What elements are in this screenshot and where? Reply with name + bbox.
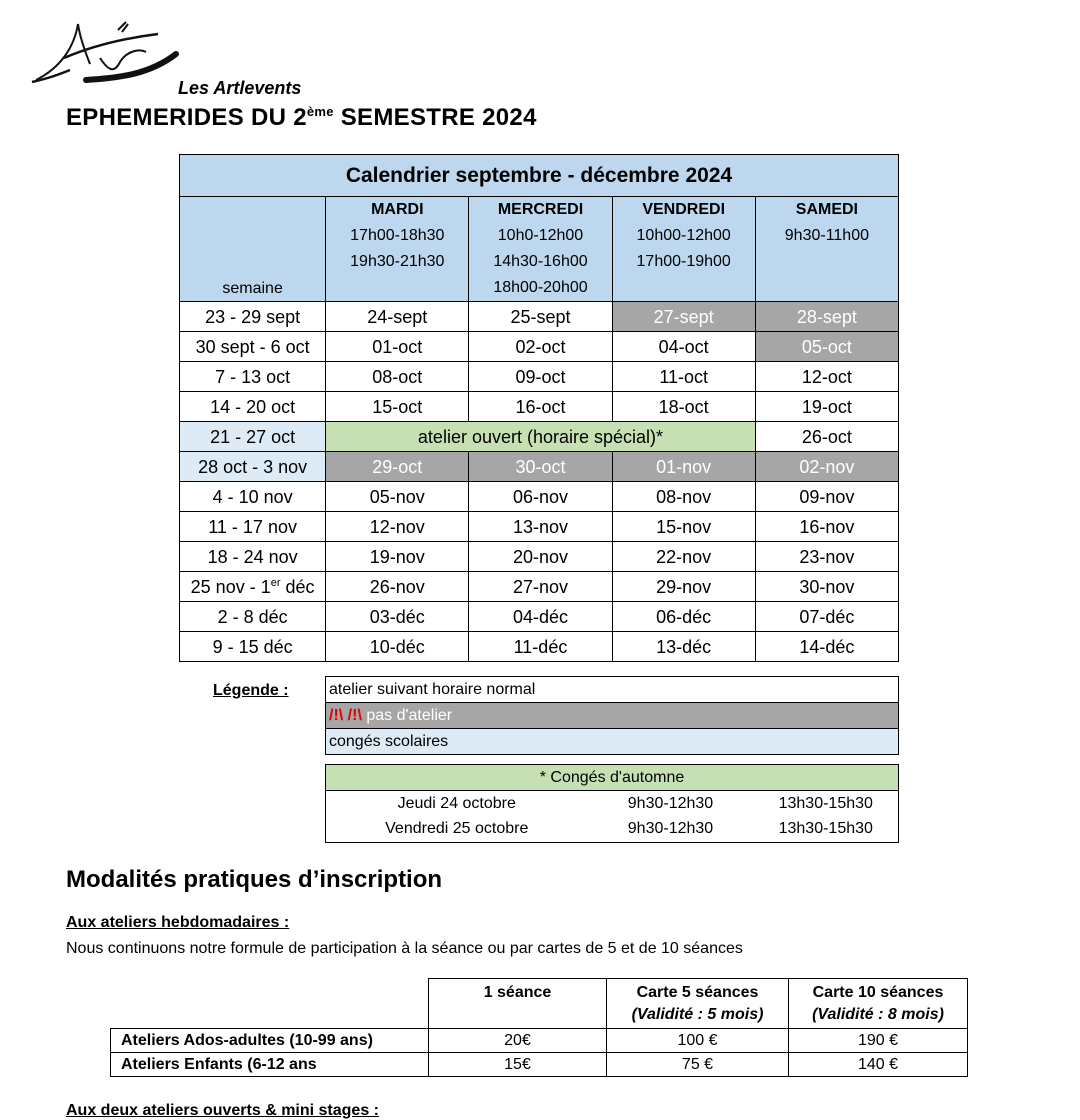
calendar-row (180, 602, 899, 632)
date-cell: 14-déc (755, 632, 898, 662)
autumn-row (326, 817, 899, 843)
date-cell: 04-oct (612, 332, 755, 362)
date-cell: 08-nov (612, 482, 755, 512)
date-cell-closed: 05-oct (755, 332, 898, 362)
calendar-row (180, 632, 899, 662)
autumn-morning: 9h30-12h30 (627, 820, 714, 838)
week-cell: 23 - 29 sept (180, 302, 326, 332)
date-cell: 13-nov (469, 512, 612, 542)
date-cell: 27-nov (469, 572, 612, 602)
legend-label: Légende : (213, 682, 289, 699)
date-cell: 12-nov (326, 512, 469, 542)
date-cell: 13-déc (612, 632, 755, 662)
section-title: Modalités pratiques d’inscription (66, 866, 443, 893)
week-cell-holiday: 21 - 27 oct (180, 422, 326, 452)
price-cell: 190 € (789, 1029, 968, 1053)
date-cell: 23-nov (755, 542, 898, 572)
price-header: 1 séance (429, 979, 607, 1029)
day-header-mercredi: MERCREDI 10h0-12h00 14h30-16h00 18h00-20h00 (469, 197, 612, 302)
week-cell: 9 - 15 déc (180, 632, 326, 662)
day-header-samedi: SAMEDI 9h30-11h00 (755, 197, 898, 302)
calendar-row (180, 512, 899, 542)
date-cell: 26-nov (326, 572, 469, 602)
date-cell: 06-déc (612, 602, 755, 632)
price-cell: 20€ (429, 1029, 607, 1053)
day-header-vendredi: VENDREDI 10h00-12h00 17h00-19h00 (612, 197, 755, 302)
date-cell: 19-nov (326, 542, 469, 572)
brand-name: Les Artlevents (178, 78, 302, 98)
autumn-day: Vendredi 25 octobre (385, 820, 529, 838)
calendar-row (180, 482, 899, 512)
date-cell: 20-nov (469, 542, 612, 572)
autumn-title: * Congés d'automne (326, 765, 899, 791)
date-cell: 19-oct (755, 392, 898, 422)
pricing-row (111, 1029, 968, 1053)
date-cell-closed: 02-nov (755, 452, 898, 482)
open-workshops-subtitle: Aux deux ateliers ouverts & mini stages : (66, 1102, 379, 1119)
date-cell-closed: 27-sept (612, 302, 755, 332)
date-cell-closed: 29-oct (326, 452, 469, 482)
date-cell: 10-déc (326, 632, 469, 662)
autumn-afternoon: 13h30-15h30 (778, 820, 873, 838)
calendar-title: Calendrier septembre - décembre 2024 (180, 155, 899, 197)
calendar-row (180, 422, 899, 452)
week-cell: 18 - 24 nov (180, 542, 326, 572)
page-title: EPHEMERIDES DU 2ème SEMESTRE 2024 (66, 104, 537, 131)
pricing-row-label: Ateliers Ados-adultes (10-99 ans) (111, 1029, 429, 1053)
date-cell-closed: 01-nov (612, 452, 755, 482)
price-cell: 100 € (607, 1029, 789, 1053)
price-cell: 15€ (429, 1053, 607, 1077)
date-cell: 22-nov (612, 542, 755, 572)
date-cell-closed: 30-oct (469, 452, 612, 482)
date-cell: 26-oct (755, 422, 898, 452)
calendar-row (180, 572, 899, 602)
week-cell: 14 - 20 oct (180, 392, 326, 422)
autumn-row (326, 791, 899, 817)
date-cell: 12-oct (755, 362, 898, 392)
calendar-row (180, 302, 899, 332)
week-cell: 30 sept - 6 oct (180, 332, 326, 362)
week-cell: 7 - 13 oct (180, 362, 326, 392)
date-cell: 30-nov (755, 572, 898, 602)
warning-icon: /!\ /!\ (329, 706, 362, 724)
artlevents-logo (30, 18, 180, 90)
autumn-afternoon: 13h30-15h30 (778, 794, 873, 812)
legend-holiday: congés scolaires (326, 729, 899, 755)
week-cell-holiday: 28 oct - 3 nov (180, 452, 326, 482)
price-header: Carte 5 séances (Validité : 5 mois) (607, 979, 789, 1029)
date-cell: 03-déc (326, 602, 469, 632)
date-cell: 07-déc (755, 602, 898, 632)
date-cell: 08-oct (326, 362, 469, 392)
pricing-row (111, 1053, 968, 1077)
date-cell: 11-oct (612, 362, 755, 392)
week-column-header: semaine (180, 197, 326, 302)
price-cell: 75 € (607, 1053, 789, 1077)
date-cell: 25-sept (469, 302, 612, 332)
pricing-corner (111, 979, 429, 1029)
date-cell-closed: 28-sept (755, 302, 898, 332)
date-cell: 02-oct (469, 332, 612, 362)
weekly-description: Nous continuons notre formule de participation à la séance ou par cartes de 5 et de 10 séances (66, 940, 743, 957)
day-header-mardi: MARDI 17h00-18h30 19h30-21h30 (326, 197, 469, 302)
week-cell: 4 - 10 nov (180, 482, 326, 512)
calendar-row (180, 452, 899, 482)
date-cell: 11-déc (469, 632, 612, 662)
legend-closed: /!\ /!\ pas d'atelier (326, 703, 899, 729)
calendar-row (180, 362, 899, 392)
date-cell: 06-nov (469, 482, 612, 512)
date-cell: 29-nov (612, 572, 755, 602)
date-cell: 04-déc (469, 602, 612, 632)
week-cell: 25 nov - 1er déc (180, 572, 326, 602)
legend-normal: atelier suivant horaire normal (326, 677, 899, 703)
date-cell: 01-oct (326, 332, 469, 362)
pricing-row-label: Ateliers Enfants (6-12 ans (111, 1053, 429, 1077)
weekly-subtitle: Aux ateliers hebdomadaires : (66, 914, 290, 931)
autumn-morning: 9h30-12h30 (627, 794, 714, 812)
date-cell: 16-nov (755, 512, 898, 542)
legend-table (325, 676, 899, 755)
week-cell: 2 - 8 déc (180, 602, 326, 632)
date-cell: 18-oct (612, 392, 755, 422)
date-cell: 24-sept (326, 302, 469, 332)
price-cell: 140 € (789, 1053, 968, 1077)
price-header: Carte 10 séances (Validité : 8 mois) (789, 979, 968, 1029)
calendar-table (179, 154, 899, 662)
week-cell: 11 - 17 nov (180, 512, 326, 542)
calendar-row (180, 542, 899, 572)
autumn-day: Jeudi 24 octobre (397, 794, 516, 812)
date-cell: 09-oct (469, 362, 612, 392)
date-cell: 09-nov (755, 482, 898, 512)
special-open-cell: atelier ouvert (horaire spécial)* (326, 422, 756, 452)
date-cell: 16-oct (469, 392, 612, 422)
calendar-row (180, 332, 899, 362)
date-cell: 15-nov (612, 512, 755, 542)
date-cell: 05-nov (326, 482, 469, 512)
pricing-table (110, 978, 968, 1077)
autumn-holiday-table (325, 764, 899, 843)
calendar-row (180, 392, 899, 422)
date-cell: 15-oct (326, 392, 469, 422)
